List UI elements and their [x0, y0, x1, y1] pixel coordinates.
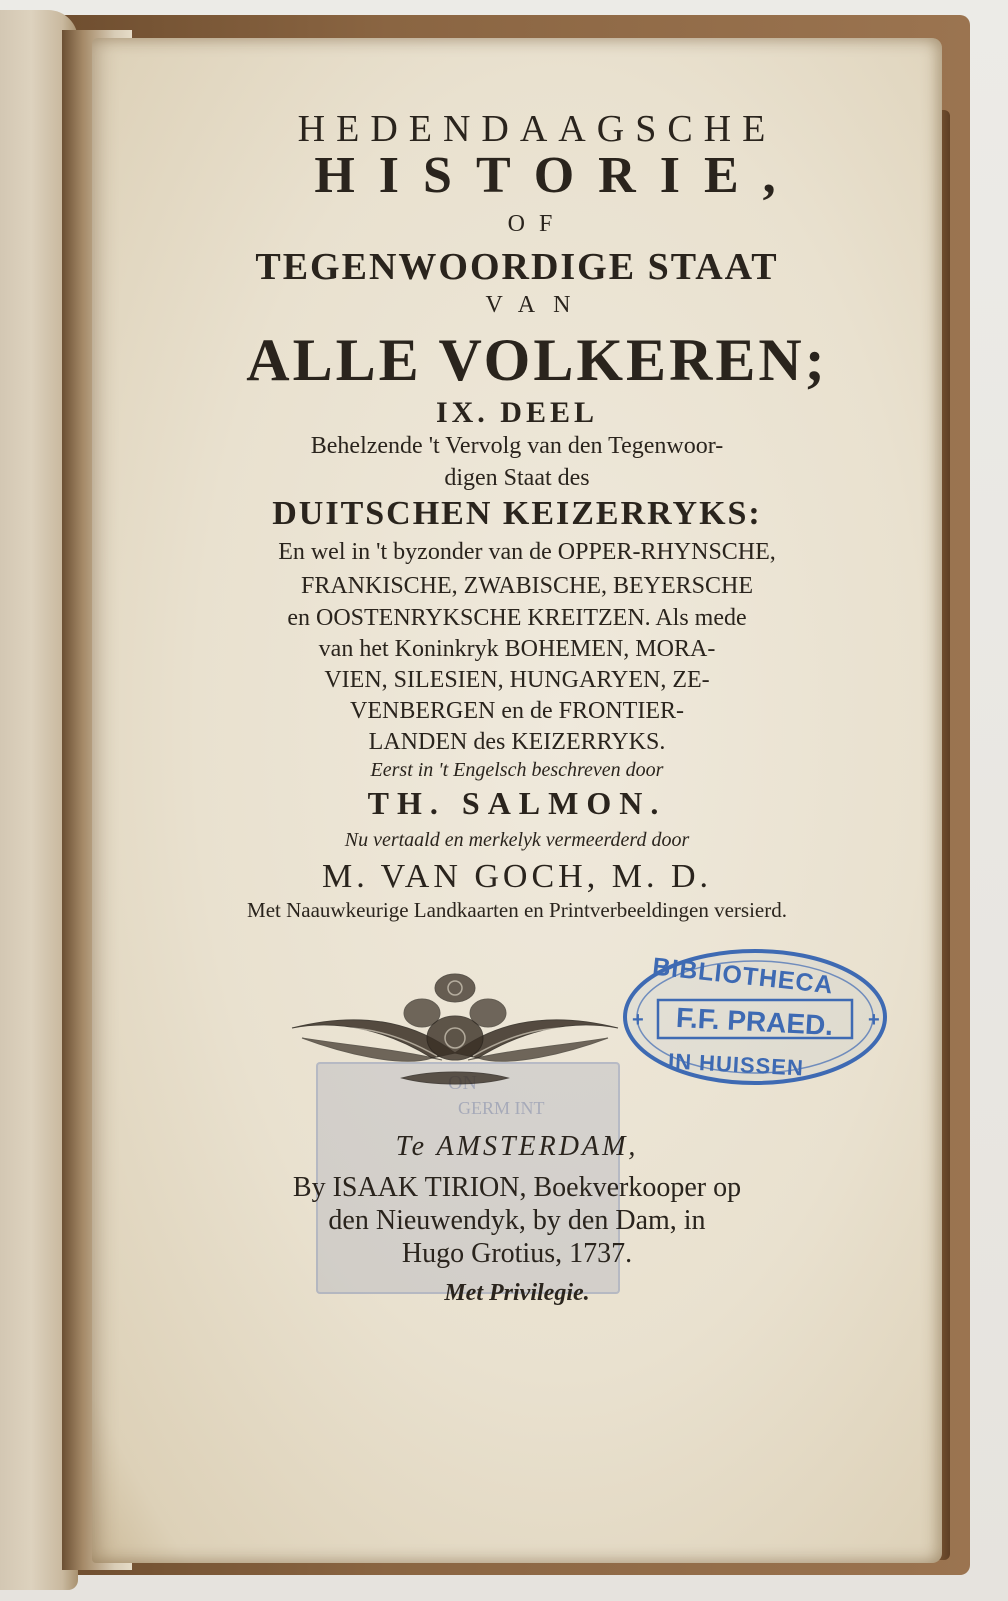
title-line: HISTORIE,	[314, 147, 800, 204]
stamp-middle-text: F.F. PRAED.	[675, 1001, 834, 1042]
stamp-top-text: BIBLIOTHECA	[651, 952, 835, 1000]
subtitle-line: VIEN, SILESIEN, HUNGARYEN, ZE-	[324, 667, 710, 693]
author-note: Eerst in 't Engelsch beschreven door	[370, 759, 664, 781]
svg-text:+: +	[868, 1009, 880, 1031]
svg-text:+: +	[632, 1009, 644, 1031]
subtitle-line: Behelzende 't Vervolg van den Tegenwoor-	[310, 433, 724, 459]
imprint-line: By ISAAK TIRION, Boekverkooper op	[292, 1172, 742, 1203]
title-line: VAN	[485, 292, 589, 318]
imprint-line: Te AMSTERDAM,	[395, 1131, 639, 1162]
title-line: OF	[507, 211, 567, 237]
privilege-line: Met Privilegie.	[444, 1280, 590, 1306]
subtitle-line: en OOSTENRYKSCHE KREITZEN. Als mede	[287, 605, 747, 631]
stamp-bottom-text: IN HUISSEN	[667, 1048, 805, 1081]
floral-vignette-icon	[282, 958, 628, 1098]
imprint-line: Hugo Grotius, 1737.	[401, 1238, 633, 1269]
author-name: TH. SALMON.	[367, 785, 667, 821]
title-line: ALLE VOLKEREN;	[246, 327, 828, 393]
title-line: TEGENWOORDIGE STAAT	[255, 246, 779, 288]
title-line: HEDENDAAGSCHE	[297, 108, 777, 150]
subtitle-line: digen Staat des	[444, 465, 590, 491]
subtitle-line: LANDEN des KEIZERRYKS.	[368, 729, 666, 755]
faint-stamp-line: GERM INT	[458, 1098, 545, 1118]
volume-line: IX. DEEL	[435, 396, 599, 429]
subtitle-line: VENBERGEN en de FRONTIER-	[350, 698, 684, 724]
subtitle-line: En wel in 't byzonder van de OPPER-RHYNSCHE,	[278, 539, 776, 565]
imprint-line: den Nieuwendyk, by den Dam, in	[328, 1205, 706, 1236]
subtitle-line: FRANKISCHE, ZWABISCHE, BEYERSCHE	[300, 573, 754, 599]
translator-note: Nu vertaald en merkelyk vermeerderd door	[344, 829, 690, 851]
subtitle-line: van het Koninkryk BOHEMEN, MORA-	[318, 636, 716, 662]
translator-name: M. VAN GOCH, M. D.	[321, 858, 713, 895]
illustrations-note: Met Naauwkeurige Landkaarten en Printverbeeldingen versierd.	[247, 898, 787, 922]
subtitle-heading: DUITSCHEN KEIZERRYKS:	[272, 495, 762, 532]
